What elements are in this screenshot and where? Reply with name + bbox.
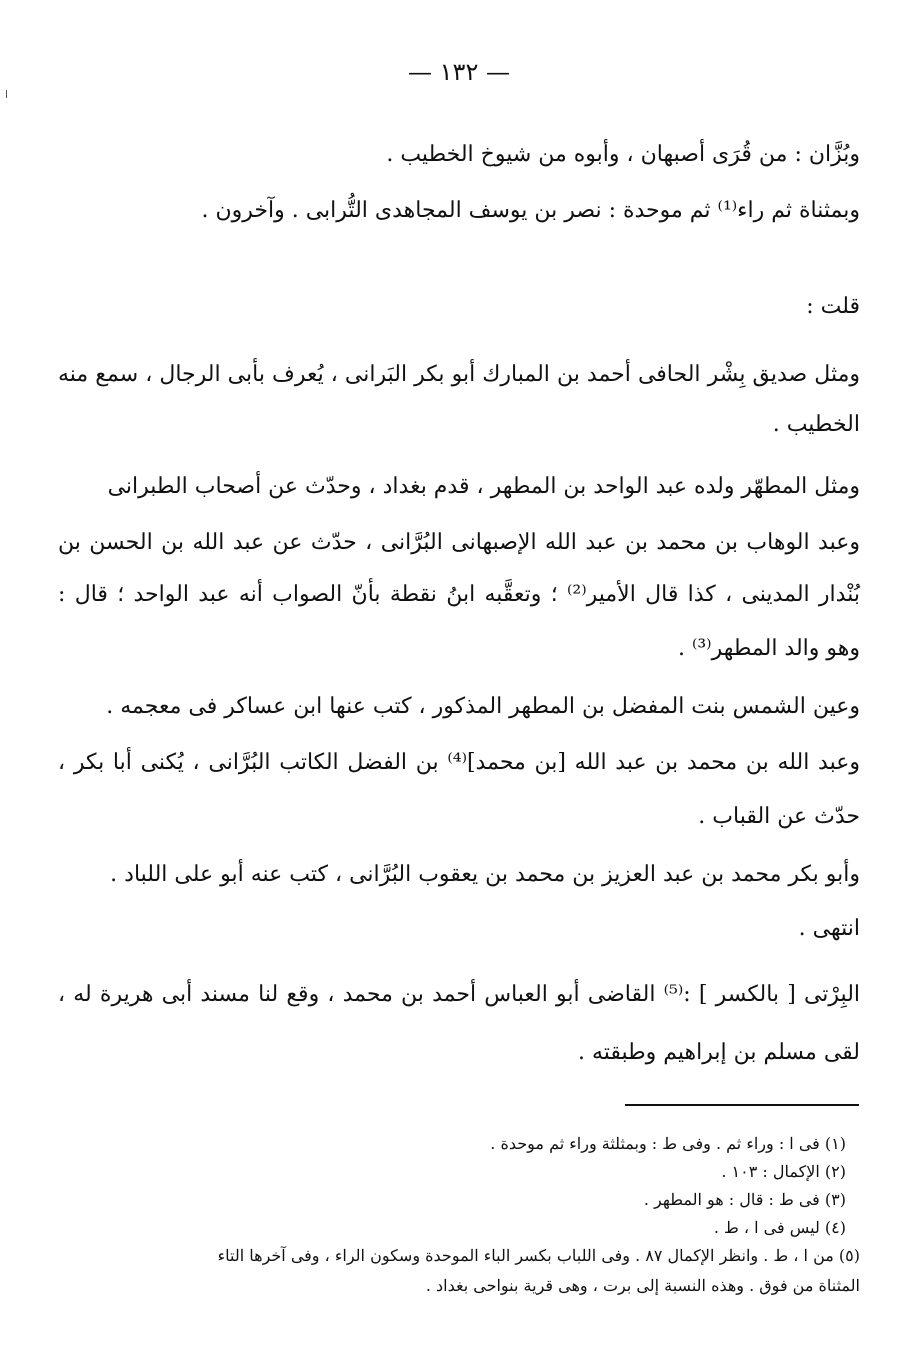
body-line-8: بُنْدار المدينى ، كذا قال الأمير⁽²⁾ ؛ وتعقَّبه ابنُ نقطة بأنّ الصواب أنه عبد الواحد ؛ قال : [58,582,860,607]
body-line-15: البِرْتى [ بالكسر ] :⁽⁵⁾ القاضى أبو العباس أحمد بن محمد ، وقع لنا مسند أبى هريرة له ، [58,982,861,1007]
footnote-1: (١) فى ا : وراء ثم . وفى ط : وبمثلثة وراء ثم موحدة . [490,1134,846,1153]
body-line-11: وعبد الله بن محمد بن عبد الله [بن محمد]⁽⁴⁾ بن الفضل الكاتب البُرَّانى ، يُكنى أبا بكر ، [58,750,860,775]
page-number: — ١٣٢ — [408,58,510,86]
footnote-separator [625,1104,859,1106]
body-line-12: حدّث عن القباب . [698,804,860,829]
footnote-5: (٥) من ا ، ط . وانظر الإكمال ٨٧ . وفى اللباب بكسر الباء الموحدة وسكون الراء ، وفى آخرها التاء [217,1246,860,1265]
body-line-13: وأبو بكر محمد بن عبد العزيز بن محمد بن يعقوب البُرَّانى ، كتب عنه أبو على اللباد . [110,862,860,887]
body-line-6: ومثل المطهّر ولده عبد الواحد بن المطهر ، قدم بغداد ، وحدّث عن أصحاب الطبرانى [107,474,860,499]
body-line-4: ومثل صديق بِشْر الحافى أحمد بن المبارك أبو بكر البَرانى ، يُعرف بأبى الرجال ، سمع منه [58,362,860,387]
body-line-9: وهو والد المطهر⁽³⁾ . [677,636,860,661]
scan-edge-mark [6,90,7,98]
body-line-10: وعين الشمس بنت المفضل بن المطهر المذكور ، كتب عنها ابن عساكر فى معجمه . [106,694,860,719]
body-line-14: انتهى . [798,916,860,941]
body-line-7: وعبد الوهاب بن محمد بن عبد الله الإصبهانى البُرَّانى ، حدّث عن عبد الله بن الحسن بن [58,530,860,555]
footnote-5-continuation: المثناة من فوق . وهذه النسبة إلى برت ، وهى قرية بنواحى بغداد . [425,1276,860,1295]
section-heading-qultu: قلت : [806,294,860,319]
footnote-2: (٢) الإكمال : ١٠٣ . [721,1162,846,1181]
body-line-1: وبُزَّان : من قُرَى أصبهان ، وأبوه من شيوخ الخطيب . [386,142,860,167]
body-line-2: وبمثناة ثم راء⁽¹⁾ ثم موحدة : نصر بن يوسف المجاهدى التُّرابى . وآخرون . [201,198,860,223]
body-line-16: لقى مسلم بن إبراهيم وطبقته . [577,1040,860,1065]
footnote-3: (٣) فى ط : قال : هو المطهر . [643,1190,846,1209]
body-line-5: الخطيب . [772,412,860,437]
footnote-4: (٤) ليس فى ا ، ط . [713,1218,846,1237]
